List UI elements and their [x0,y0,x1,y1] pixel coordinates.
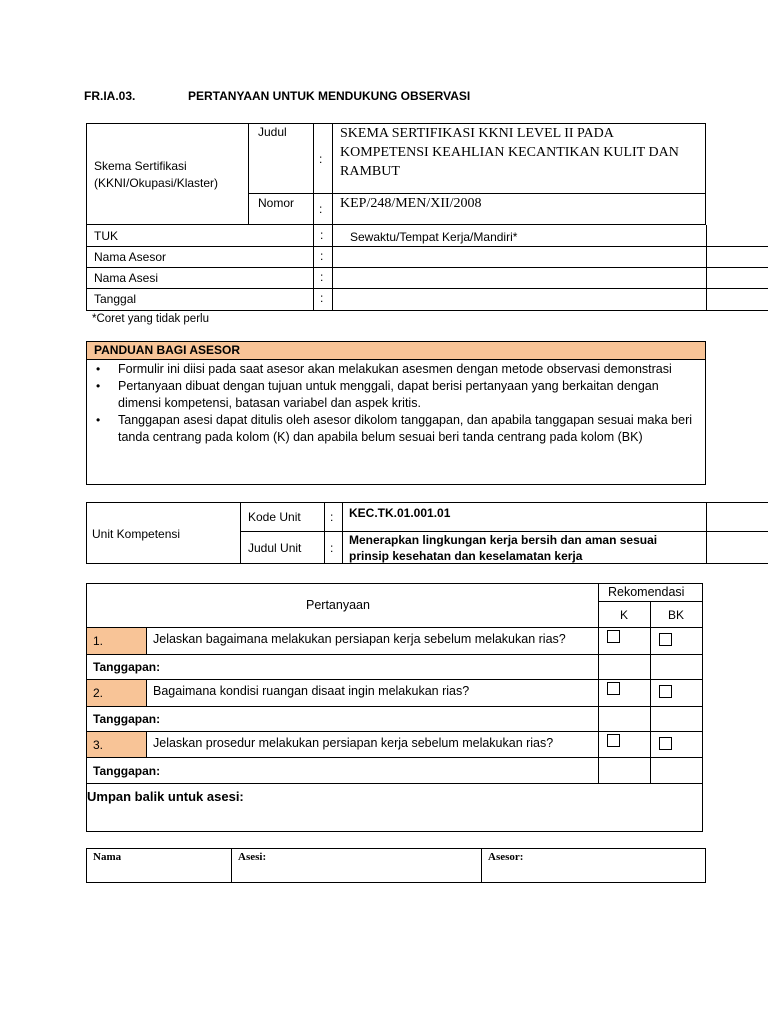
signature-asesi-label: Asesi: [238,851,267,863]
form-title: PERTANYAAN UNTUK MENDUKUNG OBSERVASI [188,89,471,103]
bk-checkbox[interactable] [659,633,672,646]
colon: : [320,249,324,263]
guide-item: • Pertanyaan dibuat dengan tujuan untuk menggali, dapat berisi pertanyaan yang berkaitan dengan dimensi kompetensi, batasan variabel dan aspek kritis. [118,378,702,412]
question-text: Bagaimana kondisi ruangan disaat ingin melakukan rias? [153,684,470,698]
k-checkbox[interactable] [607,734,620,747]
tanggal-label: Tanggal [94,292,137,306]
kode-unit-value: KEC.TK.01.001.01 [349,506,451,520]
bk-checkbox[interactable] [659,737,672,750]
question-text: Jelaskan bagaimana melakukan persiapan kerja sebelum melakukan rias? [153,632,566,646]
k-header: K [620,608,629,622]
skema-label: Skema Sertifikasi (KKNI/Okupasi/Klaster) [94,159,219,190]
k-checkbox[interactable] [607,630,620,643]
response-field[interactable] [170,655,597,679]
pertanyaan-header: Pertanyaan [306,598,370,612]
feedback-field[interactable] [88,806,700,830]
tuk-value: Sewaktu/Tempat Kerja/Mandiri* [350,230,518,244]
judul-label: Judul [258,125,287,139]
bk-checkbox[interactable] [659,685,672,698]
kode-unit-label: Kode Unit [248,510,301,524]
response-field[interactable] [170,758,597,782]
tuk-label: TUK [94,229,118,243]
colon: : [319,152,323,166]
guide-list-wrap [92,361,702,446]
colon: : [320,291,324,305]
form-code: FR.IA.03. [84,89,136,103]
nama-asesi-field[interactable] [333,268,705,288]
question-number: 2. [93,686,104,700]
unit-label: Unit Kompetensi [92,527,181,541]
response-label: Tanggapan: [93,764,161,778]
signature-table [86,848,706,883]
signature-nama-label: Nama [93,851,122,863]
k-checkbox[interactable] [607,682,620,695]
guide-list [92,361,702,446]
response-label: Tanggapan: [93,660,161,674]
tanggal-field[interactable] [333,289,705,310]
nomor-label: Nomor [258,196,295,210]
colon: : [320,228,324,242]
response-field[interactable] [170,707,597,731]
colon: : [319,202,323,216]
colon: : [330,541,334,555]
bk-header: BK [668,608,685,622]
feedback-label: Umpan balik untuk asesi: [87,789,244,804]
guide-item: • Tanggapan asesi dapat ditulis oleh asesor dikolom tanggapan, dan apabila tanggapan sesuai maka beri tanda centrang pada kolom (K) dan apabila belum sesuai beri tanda centrang pada kolom (BK) [118,412,702,446]
nama-asesor-label: Nama Asesor [94,250,167,264]
question-number: 3. [93,738,104,752]
nama-asesor-field[interactable] [333,247,705,267]
judul-unit-value: Menerapkan lingkungan kerja bersih dan aman sesuai prinsip kesehatan dan keselamatan kerja [349,533,658,563]
nama-asesi-label: Nama Asesi [94,271,159,285]
nomor-value: KEP/248/MEN/XII/2008 [340,196,482,211]
rekomendasi-header: Rekomendasi [608,585,685,599]
colon: : [330,510,334,524]
question-number: 1. [93,634,104,648]
skema-title: SKEMA SERTIFIKASI KKNI LEVEL II PADA KOMPETENSI KEAHLIAN KECANTIKAN KULIT DAN RAMBUT [340,126,679,179]
judul-unit-label: Judul Unit [248,541,302,555]
signature-asesor-label: Asesor: [488,851,524,863]
question-text: Jelaskan prosedur melakukan persiapan kerja sebelum melakukan rias? [153,736,554,750]
guide-title: PANDUAN BAGI ASESOR [94,343,241,357]
footnote: *Coret yang tidak perlu [92,313,209,325]
guide-item: • Formulir ini diisi pada saat asesor akan melakukan asesmen dengan metode observasi demonstrasi [118,361,702,378]
response-label: Tanggapan: [93,712,161,726]
colon: : [320,270,324,284]
